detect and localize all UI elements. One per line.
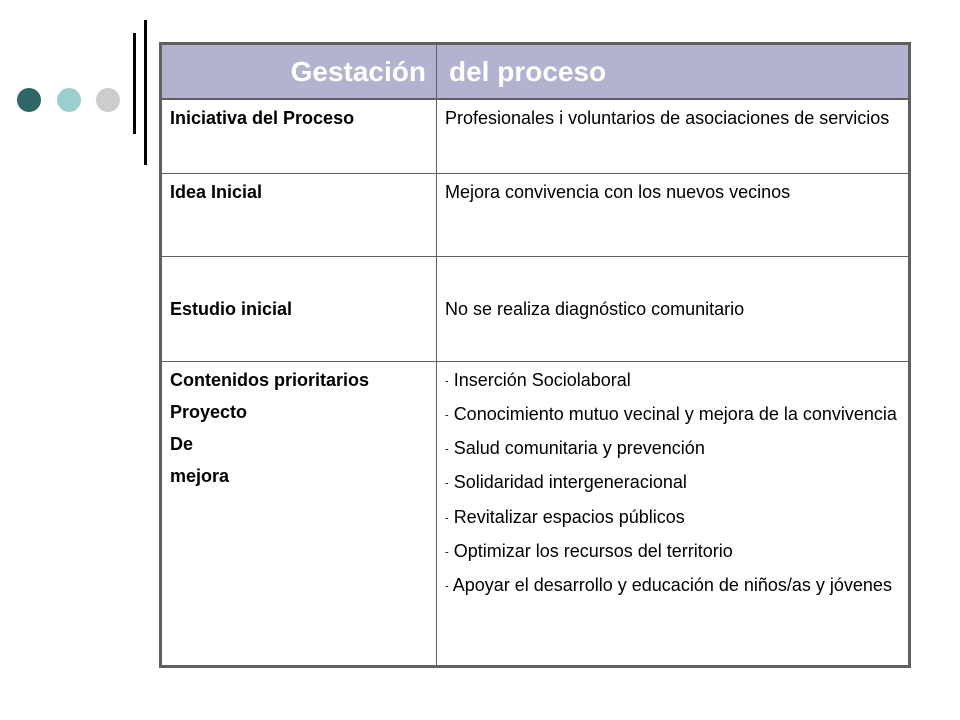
list-item-text: Apoyar el desarrollo y educación de niños/as y jóvenes (452, 575, 892, 595)
row-value-list (437, 361, 910, 667)
list-item (445, 573, 900, 598)
row-label: Estudio inicial (161, 256, 437, 361)
list-item (445, 402, 900, 427)
decorative-line-short (133, 33, 136, 134)
list-item-text: Solidaridad intergeneracional (453, 472, 687, 493)
list-item (445, 470, 900, 495)
label-block (170, 368, 428, 488)
bullet-dash: - (445, 511, 449, 524)
table-header-row (161, 44, 910, 100)
bullet-dash: - (445, 409, 449, 421)
label-line: Proyecto (170, 401, 248, 422)
row-value: Profesionales i voluntarios de asociaciones de servicios (437, 99, 910, 173)
list-item-text: Inserción Sociolaboral (453, 369, 631, 390)
list-item-text: Salud comunitaria y prevención (453, 438, 705, 458)
row-value: No se realiza diagnóstico comunitario (437, 256, 910, 361)
bullet-dash: - (445, 580, 449, 593)
decorative-dot-dark (17, 88, 41, 112)
list-item (445, 539, 900, 564)
table-row (161, 99, 910, 173)
label-line: mejora (170, 465, 230, 486)
list-item (445, 368, 900, 393)
row-label: Idea Inicial (161, 173, 437, 256)
table-row (161, 256, 910, 361)
process-table (159, 42, 911, 668)
list-item-text: Conocimiento mutuo vecinal y mejora de la convivencia (453, 403, 897, 424)
bullet-dash: - (445, 477, 449, 490)
header-cell-left: Gestación (161, 44, 437, 100)
bullet-dash: - (445, 443, 449, 456)
row-label (161, 361, 437, 667)
label-line: De (170, 433, 194, 454)
decorative-dot-gray (96, 88, 120, 112)
decorative-line-long (144, 20, 147, 165)
list-item (445, 505, 900, 530)
table-row (161, 173, 910, 256)
row-value: Mejora convivencia con los nuevos vecinos (437, 173, 910, 256)
decorative-dot-teal (57, 88, 81, 112)
table-row (161, 361, 910, 667)
bullet-dash: - (445, 546, 449, 558)
header-cell-right: del proceso (437, 44, 910, 100)
list-item (445, 436, 900, 461)
label-line: Contenidos prioritarios (170, 369, 370, 390)
list-item-text: Optimizar los recursos del territorio (453, 540, 733, 561)
list-item-text: Revitalizar espacios públicos (453, 506, 685, 527)
bullet-dash: - (445, 374, 449, 387)
row-label: Iniciativa del Proceso (161, 99, 437, 173)
